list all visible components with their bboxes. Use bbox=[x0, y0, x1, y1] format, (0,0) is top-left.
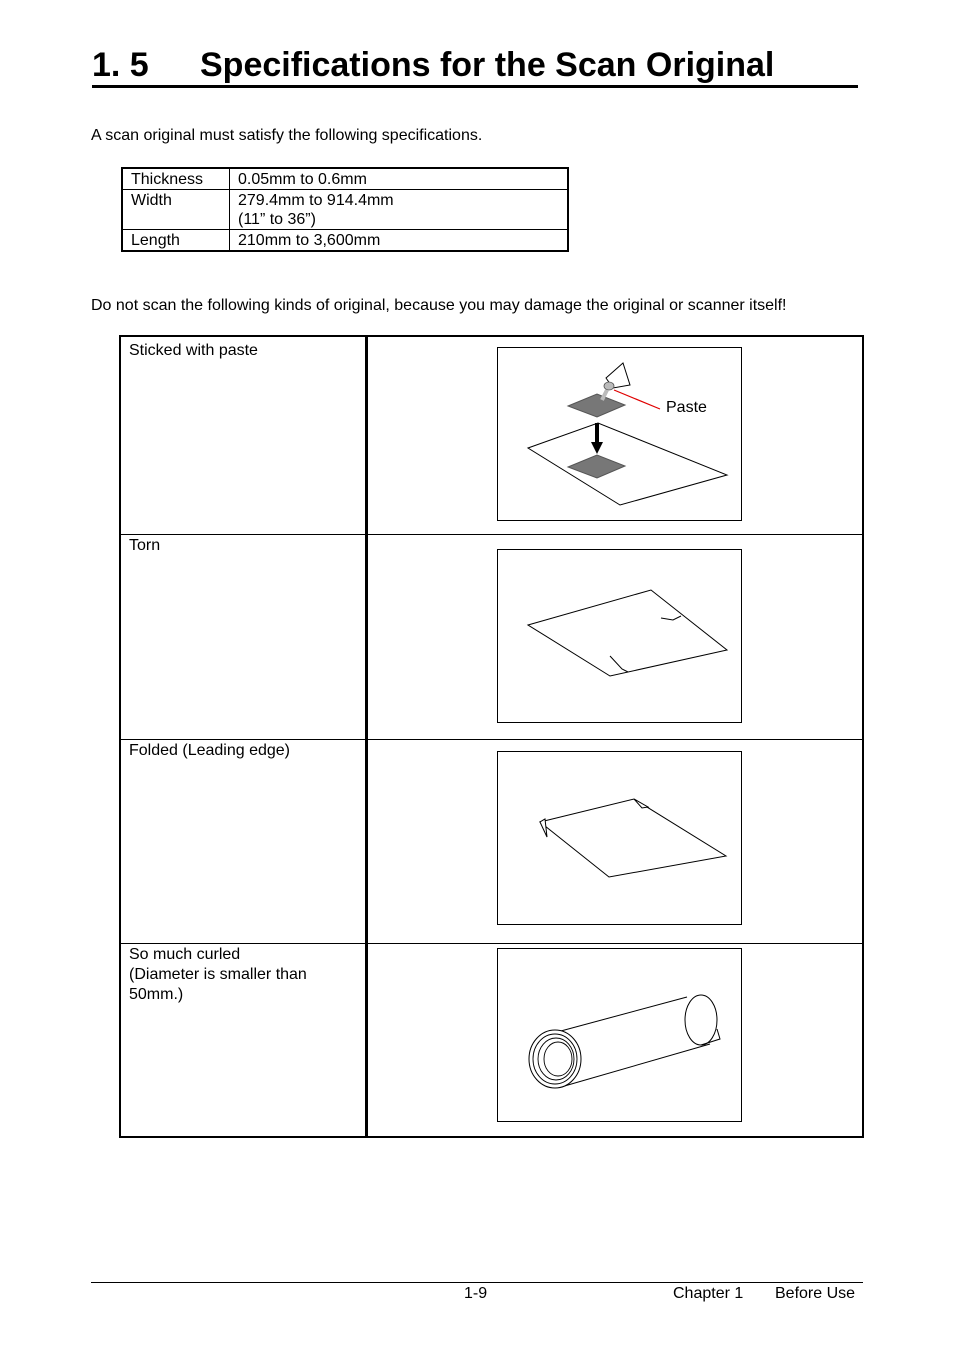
warning-text: Do not scan the following kinds of original, because you may damage the original or scanner itself! bbox=[91, 297, 787, 314]
spec-value-line: 279.4mm to 914.4mm bbox=[238, 192, 394, 209]
original-label-line: So much curled bbox=[129, 946, 241, 963]
paste-diagram bbox=[498, 348, 741, 520]
section-title: Specifications for the Scan Original bbox=[200, 46, 775, 84]
folded-diagram bbox=[498, 752, 741, 924]
row-divider bbox=[121, 534, 862, 535]
curled-illustration bbox=[497, 948, 742, 1122]
column-divider bbox=[365, 337, 368, 1136]
original-label-line: Torn bbox=[129, 537, 161, 554]
original-label bbox=[129, 945, 307, 1005]
spec-key: Width bbox=[122, 190, 230, 230]
section-number: 1. 5 bbox=[92, 46, 149, 84]
table-row bbox=[122, 230, 568, 252]
spec-table bbox=[121, 167, 569, 252]
spec-value-line: (11” to 36”) bbox=[238, 211, 316, 228]
footer-divider bbox=[91, 1282, 863, 1283]
row-divider bbox=[121, 943, 862, 944]
original-label-line: 50mm.) bbox=[129, 986, 184, 1003]
spec-key: Length bbox=[122, 230, 230, 252]
curled-diagram bbox=[498, 949, 741, 1121]
original-label-line: Folded (Leading edge) bbox=[129, 742, 291, 759]
chapter-label: Chapter 1 bbox=[673, 1285, 744, 1302]
torn-diagram bbox=[498, 550, 741, 722]
table-row bbox=[122, 168, 568, 190]
original-label-line: Sticked with paste bbox=[129, 342, 258, 359]
spec-value: 0.05mm to 0.6mm bbox=[230, 168, 569, 190]
intro-text: A scan original must satisfy the following specifications. bbox=[91, 127, 483, 144]
spec-value: 210mm to 3,600mm bbox=[230, 230, 569, 252]
original-label bbox=[129, 341, 258, 361]
original-label bbox=[129, 536, 160, 556]
spec-key: Thickness bbox=[122, 168, 230, 190]
original-label bbox=[129, 741, 290, 761]
torn-illustration bbox=[497, 549, 742, 723]
original-label-line: (Diameter is smaller than bbox=[129, 966, 307, 983]
spec-value bbox=[230, 190, 569, 230]
originals-table bbox=[119, 335, 864, 1138]
chapter-title: Before Use bbox=[775, 1285, 856, 1302]
section-heading bbox=[92, 44, 858, 88]
table-row bbox=[122, 190, 568, 230]
paste-callout: Paste bbox=[666, 399, 707, 416]
paste-illustration bbox=[497, 347, 742, 521]
row-divider bbox=[121, 739, 862, 740]
page-number: 1-9 bbox=[464, 1285, 488, 1302]
folded-illustration bbox=[497, 751, 742, 925]
